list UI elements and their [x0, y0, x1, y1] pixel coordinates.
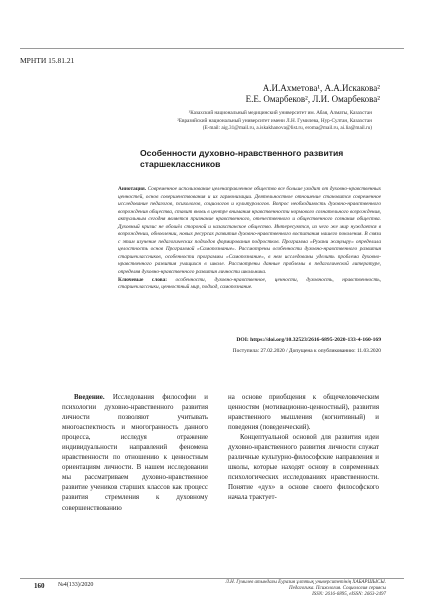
doi-link[interactable]: DOI: https://doi.org/10.32523/2616-6895-2020-133-4-160-169 [236, 337, 381, 343]
issue-number: №4(133)/2020 [58, 582, 94, 588]
keywords-label: Ключевые слова: [118, 276, 167, 283]
journal-name: Л.Н. Гумилев атындағы Еуразия ұлттық университетінің ХАБАРШЫСЫ. [225, 580, 386, 585]
page-number: 160 [34, 582, 45, 590]
keywords-text: особенности, духовно-нравственное, ценности, духовность, нравственность, старшеклассники, ценностный мир, подход, самопознание. [118, 276, 381, 291]
udc-code: МРНТИ 15.81.21 [20, 56, 75, 65]
journal-footer [156, 580, 386, 598]
abstract-text: Современное использование целенаправленное общество все больше уходит от духовно-нравственных ценностей, основ совершенствования и их гармонизации. Деятельностное отношение становится современное исследование педагогов, психологов, социологов и культурологов. Вопрос необходимость духовно-нравственного возрождения общества, ставит вновь в центре внимания нравственности нормового сознательного возрождения, актуальным сегодня является признание нравственного, отечественного и общественного сознания общества. Духовный кризис не обошёл стороной и казахстанское общество. Интересуются, из чего же мир нуждается в возрождении, обновлении, новых ресурсах развития духовно-нравственного воспитания нашего поколения. В связи с этим изучение педагогических подходов формирования подростков. Программа «Рухани жаңғыру» определила целостность основ Программой «Самопознание». Рассмотрены особенности духовно-нравственного развития старшеклассников, особенности программы «Самопознание», в нем исследованы уделить проблема духовно-нравственного развития учащихся в школе. Рассмотрены данные проблемы в педагогической литературе, определяя духовно-нравственного развития личности школьника. [118, 186, 381, 276]
authors-line-1: А.И.Ахметова¹, А.А.Искакова² [262, 83, 380, 93]
affiliation-emails: (E-mail: aig.31@mail.ru, a.iskakhanova@list.ru, eroma@mail.ru, ai.lia@mail.ru) [202, 125, 372, 132]
body-right-paragraph-2: Концептуальной основой для развития идеи духовно-нравственного развития личности служат различные культурно-философские направления и школы, которые находят основу в современных психологических исследованиях нравственности. Понятие «дух» в основе своего философского начала трактует- [228, 434, 379, 502]
top-rule [20, 48, 404, 49]
body-right-paragraph-1: на основе приобщения к общечеловеческим ценностям (мотивационно-ценностный), развития нравственного мышления (когнитивный) и поведения (поведенческий). [228, 394, 379, 432]
journal-issn: ISSN: 2616-6895, eISSN: 2663-2497 [312, 592, 386, 597]
abstract-label: Аннотация. [118, 186, 147, 192]
body-column-right [228, 393, 379, 504]
body-column-left [62, 393, 208, 514]
authors-block [150, 83, 380, 105]
affiliation-1: ¹Казахский национальный медицинский университет им. Абая, Алматы, Казахстан [188, 110, 372, 116]
received-dates: Поступила: 27.02.2020 / Допущена к опубликованию: 11.03.2020 [232, 348, 381, 354]
abstract-block [118, 186, 381, 292]
journal-series: Педагогика. Психология. Социология сериясы [289, 586, 386, 591]
affiliation-2: ²Евразийский национальный университет имени Л.Н. Гумилева, Нур-Султан, Казахстан [177, 117, 372, 124]
intro-label: Введение. [74, 394, 105, 401]
affiliations-block [122, 110, 372, 133]
body-left-paragraph: Исследования философии и психологии духовно-нравственного развития личности позволяют учитывать многоаспектность и многогранность данного процесса, исследуя отражение индивидуальности направлений феномена нравственности по отношению к ценностным ориентациям личности. В нашем исследовании мы рассматриваем духовно-нравственное развитие учеников старших классов как процесс развития стремления к духовному совершенствованию [62, 394, 208, 512]
bottom-rule [20, 578, 404, 579]
article-title: Особенности духовно-нравственного развития старшеклассников [140, 148, 344, 169]
authors-line-2: Е.Е. Омарбеков², Л.И. Омарбекова² [245, 94, 380, 104]
